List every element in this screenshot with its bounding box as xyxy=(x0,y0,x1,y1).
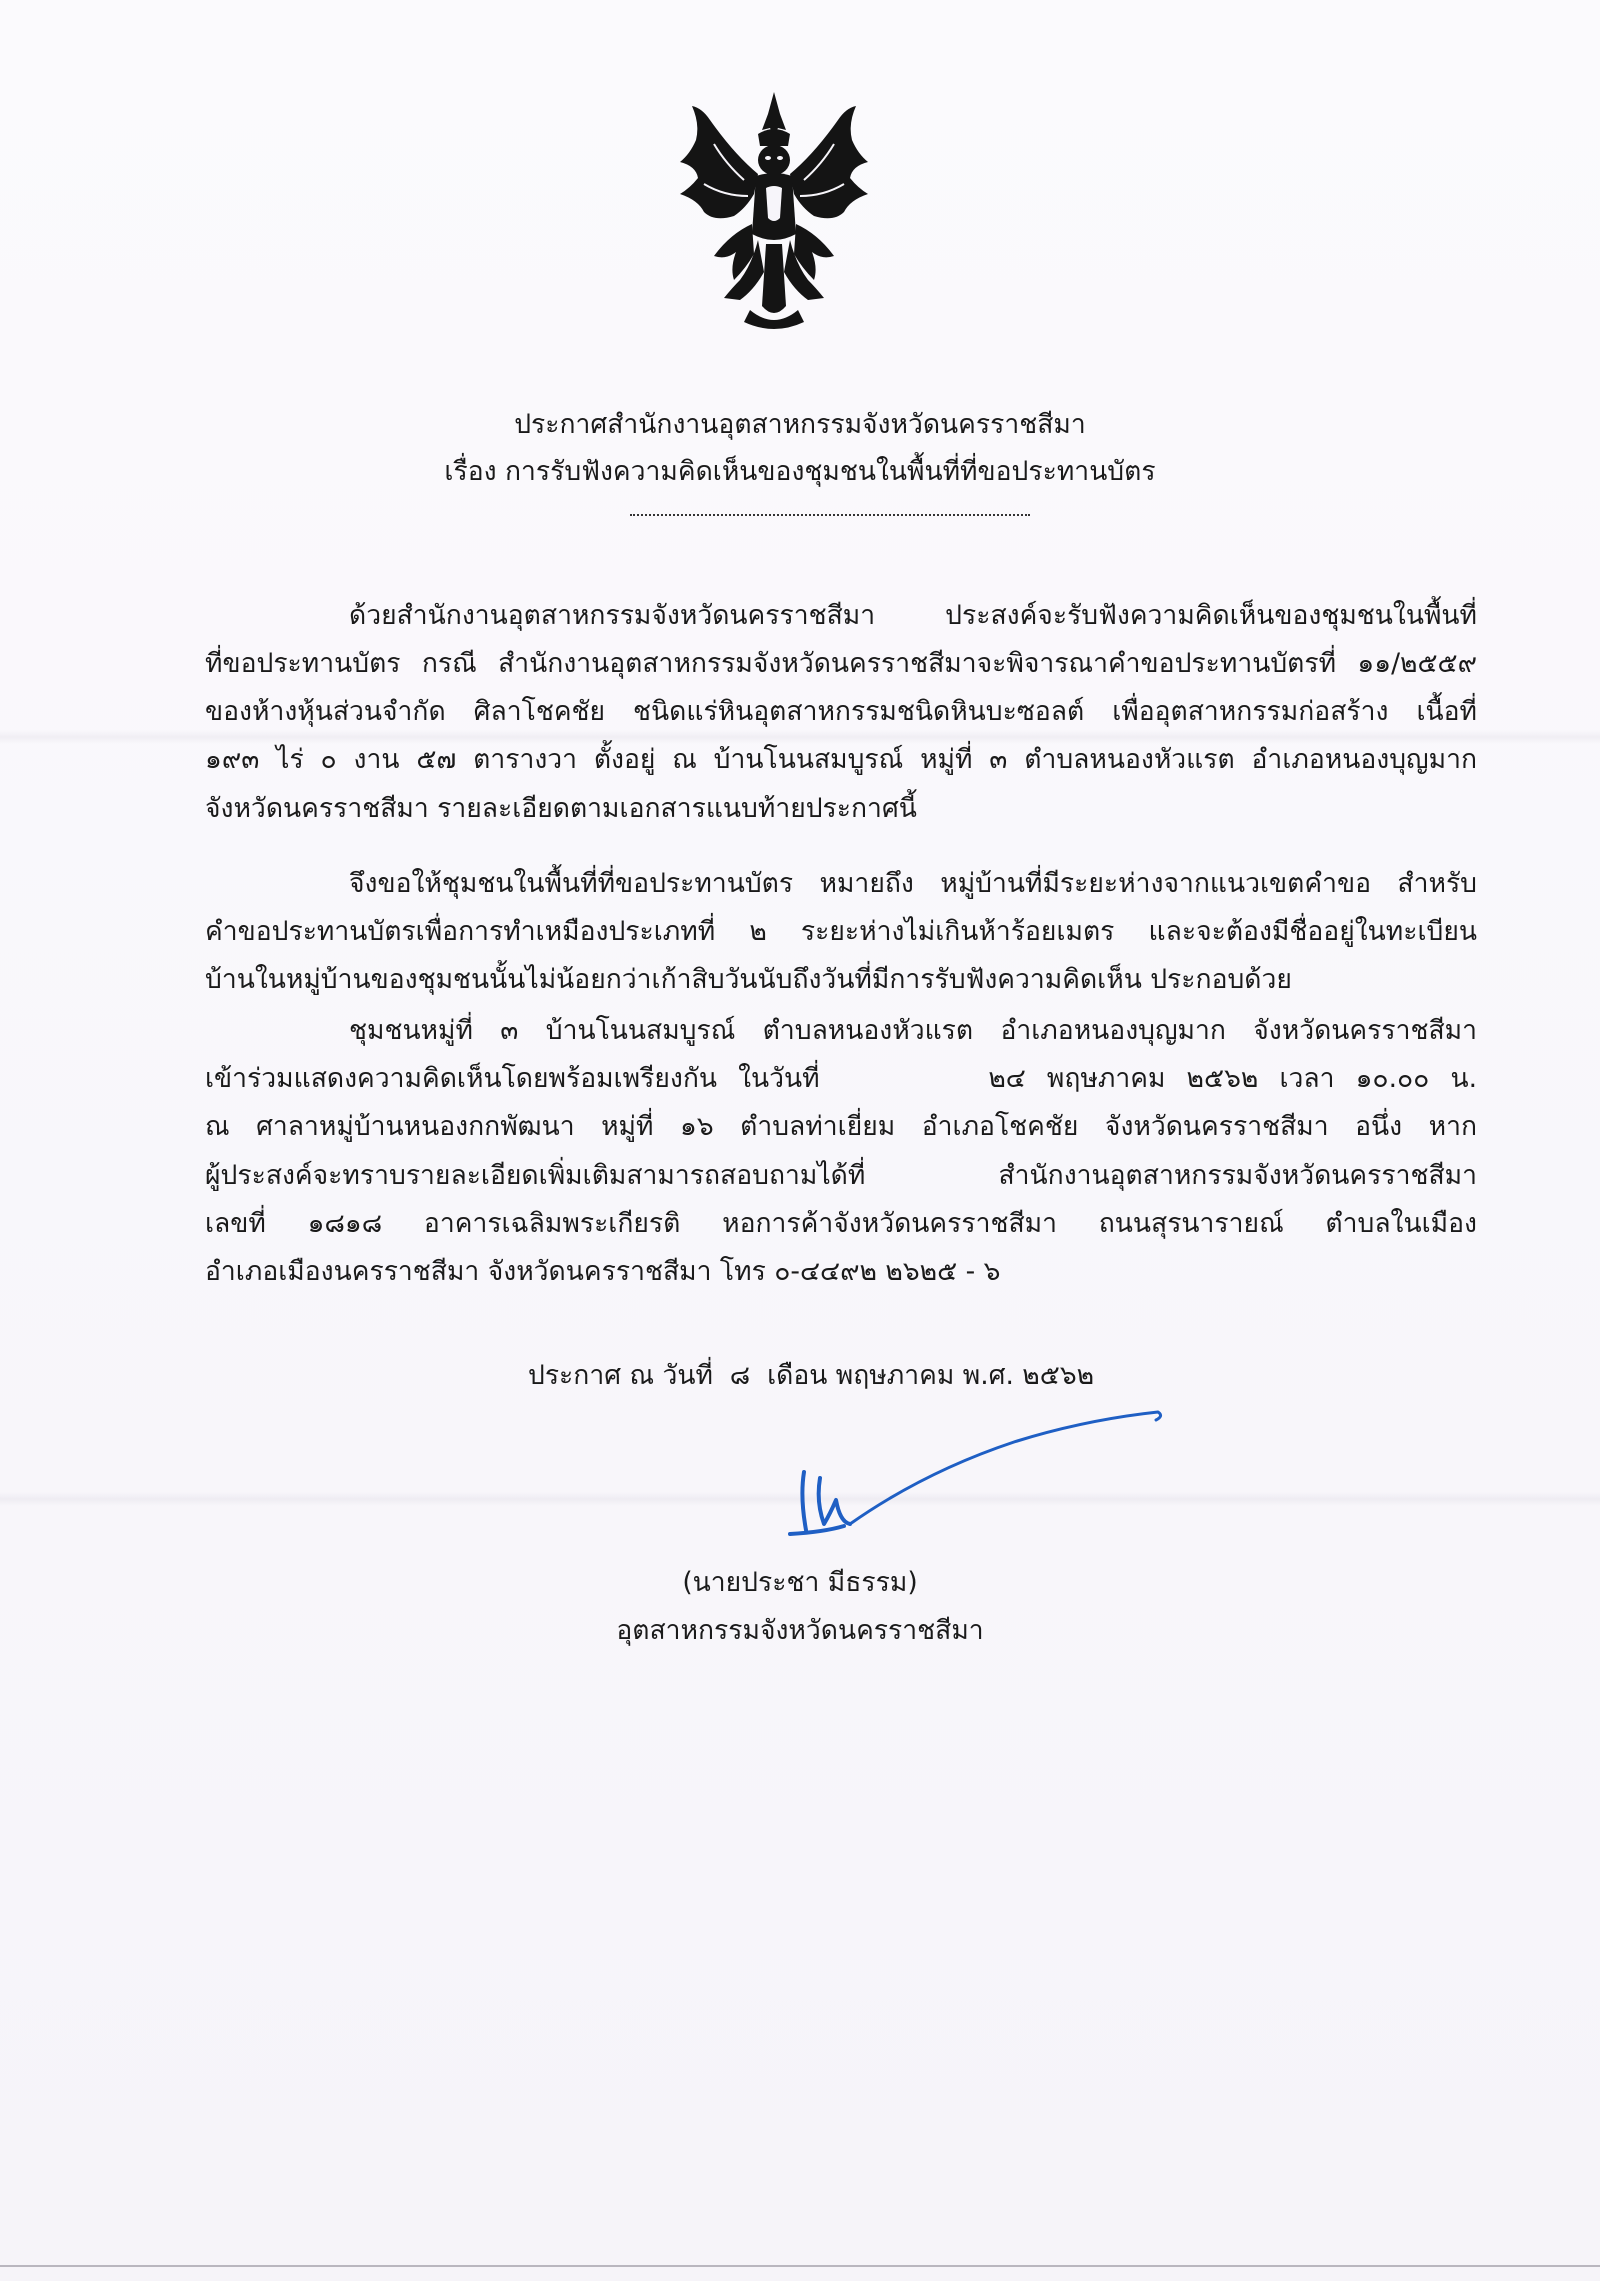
body-line: ด้วยสำนักงานอุตสาหกรรมจังหวัดนครราชสีมา ประสงค์จะรับฟังความคิดเห็นของชุมชนในพื้นที่ xyxy=(349,600,1477,631)
body-line: ๑๙๓ ไร่ ๐ งาน ๕๗ ตารางวา ตั้งอยู่ ณ บ้านโนนสมบูรณ์ หมู่ที่ ๓ ตำบลหนองหัวแรต อำเภอหนองบุญมาก xyxy=(205,744,1477,775)
body-line: เลขที่ ๑๘๑๘ อาคารเฉลิมพระเกียรติ หอการค้าจังหวัดนครราชสีมา ถนนสุรนารายณ์ ตำบลในเมือง xyxy=(205,1208,1477,1239)
subject-line: เรื่อง การรับฟังความคิดเห็นของชุมชนในพื้นที่ที่ขอประทานบัตร xyxy=(444,456,1156,487)
body-line: บ้านในหมู่บ้านของชุมชนนั้นไม่น้อยกว่าเก้าสิบวันนับถึงวันที่มีการรับฟังความคิดเห็น ประกอบด้วย xyxy=(205,964,1292,995)
signature-icon xyxy=(784,1402,1174,1542)
scan-edge xyxy=(0,2265,1600,2267)
body-line: เข้าร่วมแสดงความคิดเห็นโดยพร้อมเพรียงกัน ในวันที่ ๒๔ พฤษภาคม ๒๕๖๒ เวลา ๑๐.๐๐ น. xyxy=(205,1063,1477,1094)
garuda-emblem-icon xyxy=(674,84,874,334)
body-line: ชุมชนหมู่ที่ ๓ บ้านโนนสมบูรณ์ ตำบลหนองหัวแรต อำเภอหนองบุญมาก จังหวัดนครราชสีมา xyxy=(349,1015,1477,1046)
body-line: จึงขอให้ชุมชนในพื้นที่ที่ขอประทานบัตร หมายถึง หมู่บ้านที่มีระยะห่างจากแนวเขตคำขอ สำหรับ xyxy=(349,868,1477,899)
body-line: ที่ขอประทานบัตร กรณี สำนักงานอุตสาหกรรมจังหวัดนครราชสีมาจะพิจารณาคำขอประทานบัตรที่ ๑๑/๒๕๕๙ xyxy=(205,648,1477,679)
body-line: ผู้ประสงค์จะทราบรายละเอียดเพิ่มเติมสามารถสอบถามได้ที่ สำนักงานอุตสาหกรรมจังหวัดนครราชสีมา xyxy=(205,1160,1477,1191)
page-title: ประกาศสำนักงานอุตสาหกรรมจังหวัดนครราชสีมา xyxy=(514,409,1086,440)
announcement-date: ประกาศ ณ วันที่ ๘ เดือน พฤษภาคม พ.ศ. ๒๕๖๒ xyxy=(528,1360,1095,1391)
body-line: อำเภอเมืองนครราชสีมา จังหวัดนครราชสีมา โทร ๐-๔๔๙๒ ๒๖๒๕ - ๖ xyxy=(205,1256,1001,1287)
signer-title: อุตสาหกรรมจังหวัดนครราชสีมา xyxy=(616,1615,984,1646)
body-line: คำขอประทานบัตรเพื่อการทำเหมืองประเภทที่ ๒ ระยะห่างไม่เกินห้าร้อยเมตร และจะต้องมีชื่ออยู่ในทะเบียน xyxy=(205,916,1477,947)
body-line: ของห้างหุ้นส่วนจำกัด ศิลาโชคชัย ชนิดแร่หินอุตสาหกรรมชนิดหินบะซอลต์ เพื่ออุตสาหกรรมก่อสร้าง เนื้อที่ xyxy=(205,696,1477,727)
signer-name: (นายประชา มีธรรม) xyxy=(682,1567,918,1598)
body-line: จังหวัดนครราชสีมา รายละเอียดตามเอกสารแนบท้ายประกาศนี้ xyxy=(205,793,917,824)
dotted-divider xyxy=(630,512,1030,516)
body-line: ณ ศาลาหมู่บ้านหนองกกพัฒนา หมู่ที่ ๑๖ ตำบลท่าเยี่ยม อำเภอโชคชัย จังหวัดนครราชสีมา อนึ่ง หาก xyxy=(205,1111,1477,1142)
